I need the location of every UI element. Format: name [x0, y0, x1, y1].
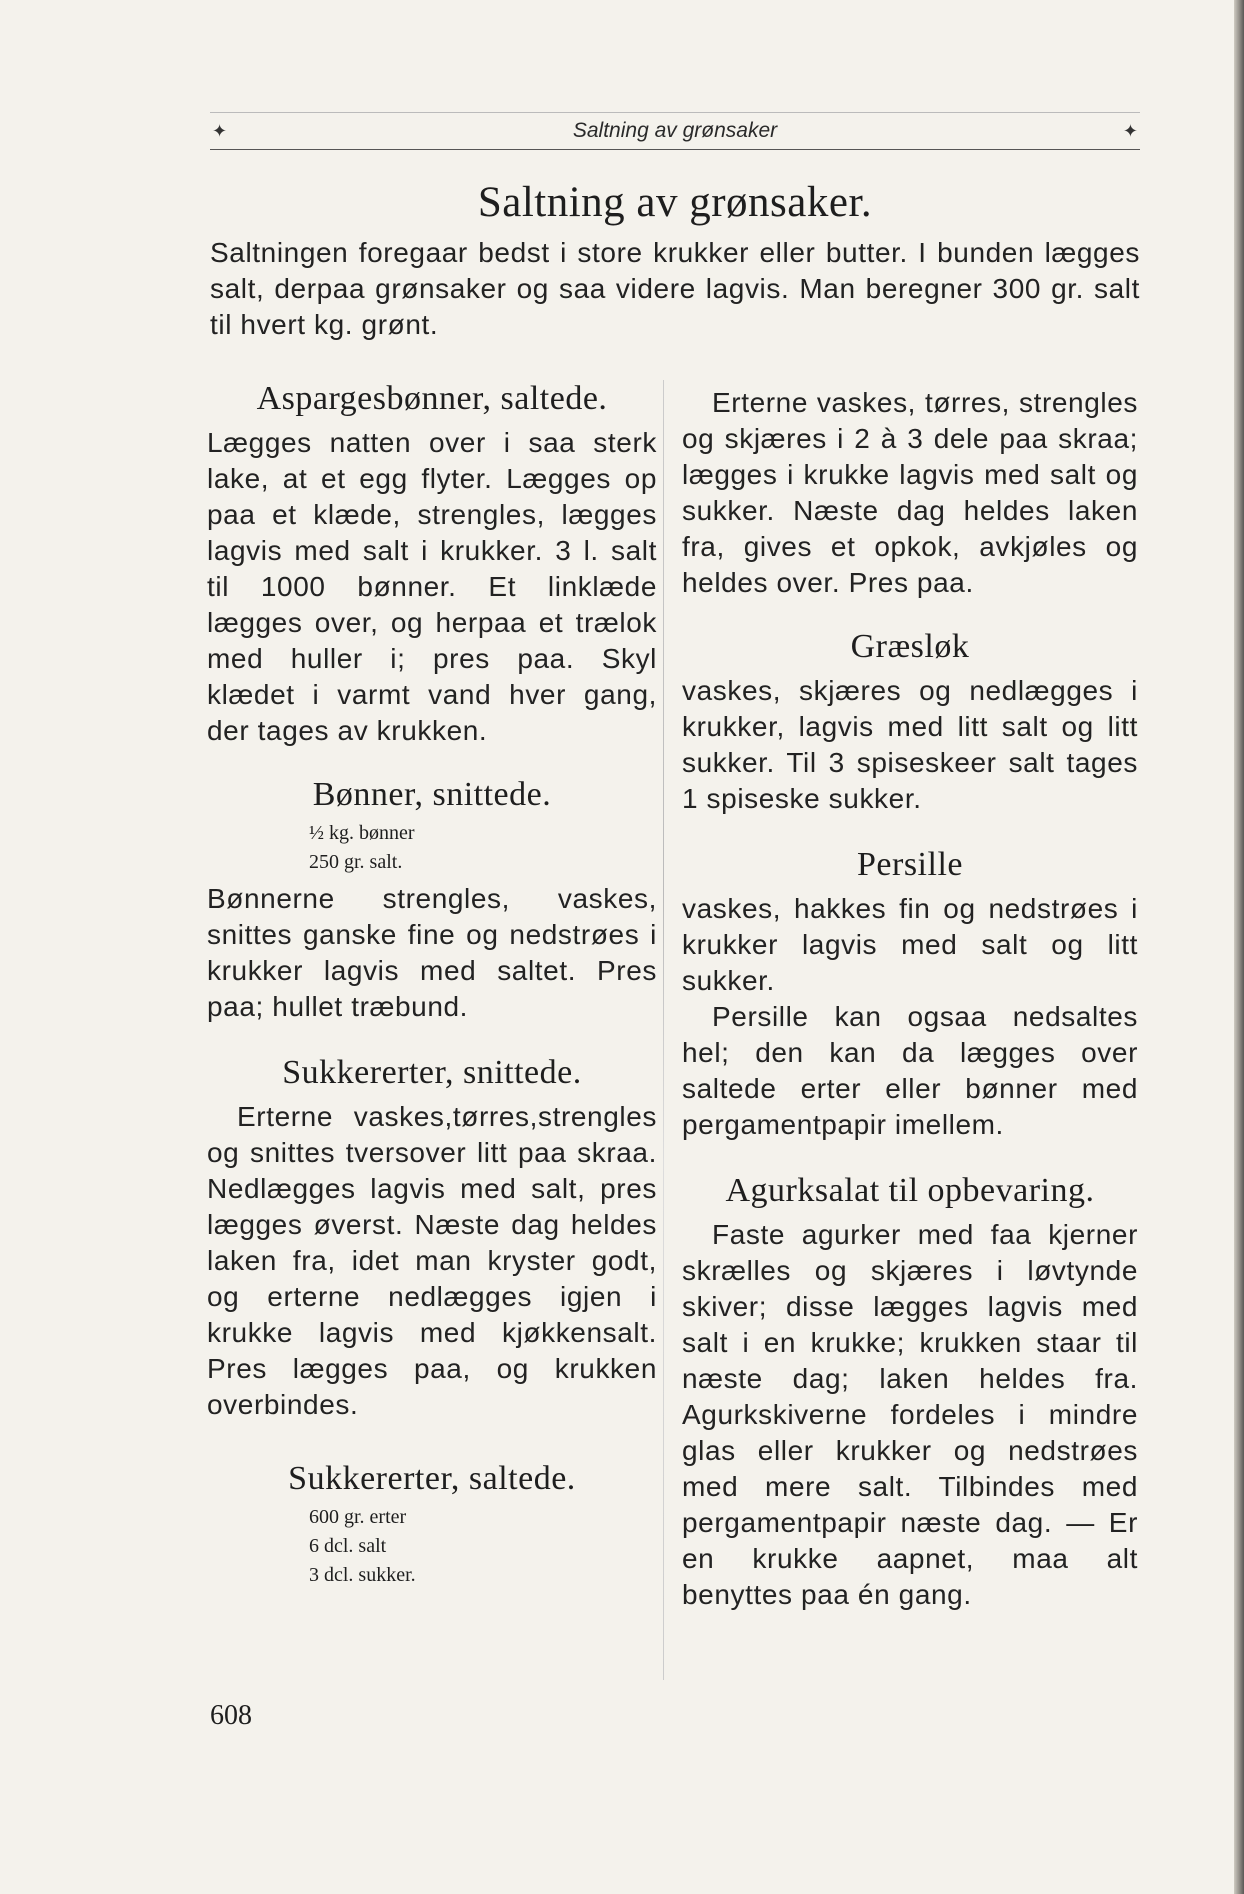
recipe-heading: Bønner, snittede.	[312, 776, 552, 813]
running-header	[210, 112, 1140, 150]
ingredient: 6 dcl. salt	[309, 1535, 387, 1557]
running-title: Saltning av grønsaker	[572, 119, 778, 142]
recipe-heading: Sukkererter, snittede.	[282, 1054, 582, 1091]
ingredient: 250 gr. salt.	[309, 851, 403, 873]
recipe-text-continued: Erterne vaskes, tørres, strengles og skjæres i 2 à 3 dele paa skraa; lægges i krukke lagvis med salt og sukker. Næste dag heldes laken fra, gives et opkok, avkjøles og heldes over. Pres paa.	[682, 387, 1138, 598]
recipe-aspargesbonner	[207, 377, 657, 749]
recipe-text: Lægges natten over i saa sterk lake, at et egg flyter. Lægges op paa et klæde, strengles, lægges lagvis med salt i krukker. 3 l. salt til 1000 bønner. Et linklæde lægges over, og herpaa et trælok med huller i; pres paa. Skyl klædet i varmt vand hver gang, der tages av krukken.	[207, 427, 657, 746]
ingredient-list	[207, 1503, 657, 1590]
recipe-sukkererter-saltede	[207, 1457, 657, 1590]
recipe-sukkererter-snittede	[207, 1051, 657, 1423]
recipe-text: Erterne vaskes,tørres,strengles og snittes tversover litt paa skraa. Nedlægges lagvis med salt, pres lægges øverst. Næste dag heldes laken fra, idet man kryster godt, og erterne nedlægges igjen i krukke lagvis med kjøkkensalt. Pres lægges paa, og krukken overbindes.	[207, 1101, 657, 1420]
recipe-heading: Græsløk	[850, 628, 970, 665]
page-number: 608	[210, 1700, 252, 1731]
ornament-left-icon: ✦	[212, 121, 228, 142]
book-edge	[1234, 0, 1244, 1894]
recipe-heading: Aspargesbønner, saltede.	[256, 380, 608, 417]
recipe-text: vaskes, hakkes fin og nedstrøes i krukker lagvis med salt og litt sukker.	[682, 893, 1138, 996]
recipe-heading: Persille	[857, 846, 963, 883]
recipe-heading: Sukkererter, saltede.	[288, 1460, 576, 1497]
recipe-heading: Agurksalat til opbevaring.	[725, 1172, 1095, 1209]
page-title: Saltning av grønsaker.	[477, 179, 873, 226]
left-column	[207, 377, 657, 1590]
recipe-text: vaskes, skjæres og nedlægges i krukker, lagvis med litt salt og litt sukker. Til 3 spiseskeer salt tages 1 spiseske sukker.	[682, 675, 1138, 814]
ingredient: 3 dcl. sukker.	[309, 1564, 416, 1586]
intro-paragraph: Saltningen foregaar bedst i store krukker eller butter. I bunden lægges salt, derpaa grønsaker og saa videre lagvis. Man beregner 300 gr. salt til hvert kg. grønt.	[210, 237, 1140, 340]
right-column	[682, 385, 1138, 1613]
ornament-right-icon: ✦	[1122, 121, 1138, 142]
recipe-agurksalat	[682, 1169, 1138, 1613]
ingredient-list	[207, 819, 657, 877]
ingredient: 600 gr. erter	[309, 1506, 407, 1528]
ingredient: ½ kg. bønner	[309, 822, 415, 844]
recipe-text: Bønnerne strengles, vaskes, snittes ganske fine og nedstrøes i krukker lagvis med saltet. Pres paa; hullet træbund.	[207, 883, 657, 1022]
recipe-persille	[682, 843, 1138, 1143]
column-divider	[663, 380, 664, 1680]
recipe-text: Faste agurker med faa kjerner skrælles og skjæres i løvtynde skiver; disse lægges lagvis med salt i en krukke; krukken staar til næste dag; laken heldes fra. Agurkskiverne fordeles i mindre glas eller krukker og nedstrøes med mere salt. Tilbindes med pergamentpapir næste dag. — Er en krukke aapnet, maa alt benyttes paa én gang.	[682, 1219, 1138, 1610]
recipe-graeslok	[682, 625, 1138, 817]
recipe-text: Persille kan ogsaa nedsaltes hel; den kan da lægges over saltede erter eller bønner med pergamentpapir imellem.	[682, 1001, 1138, 1140]
recipe-bonner-snittede	[207, 773, 657, 1025]
